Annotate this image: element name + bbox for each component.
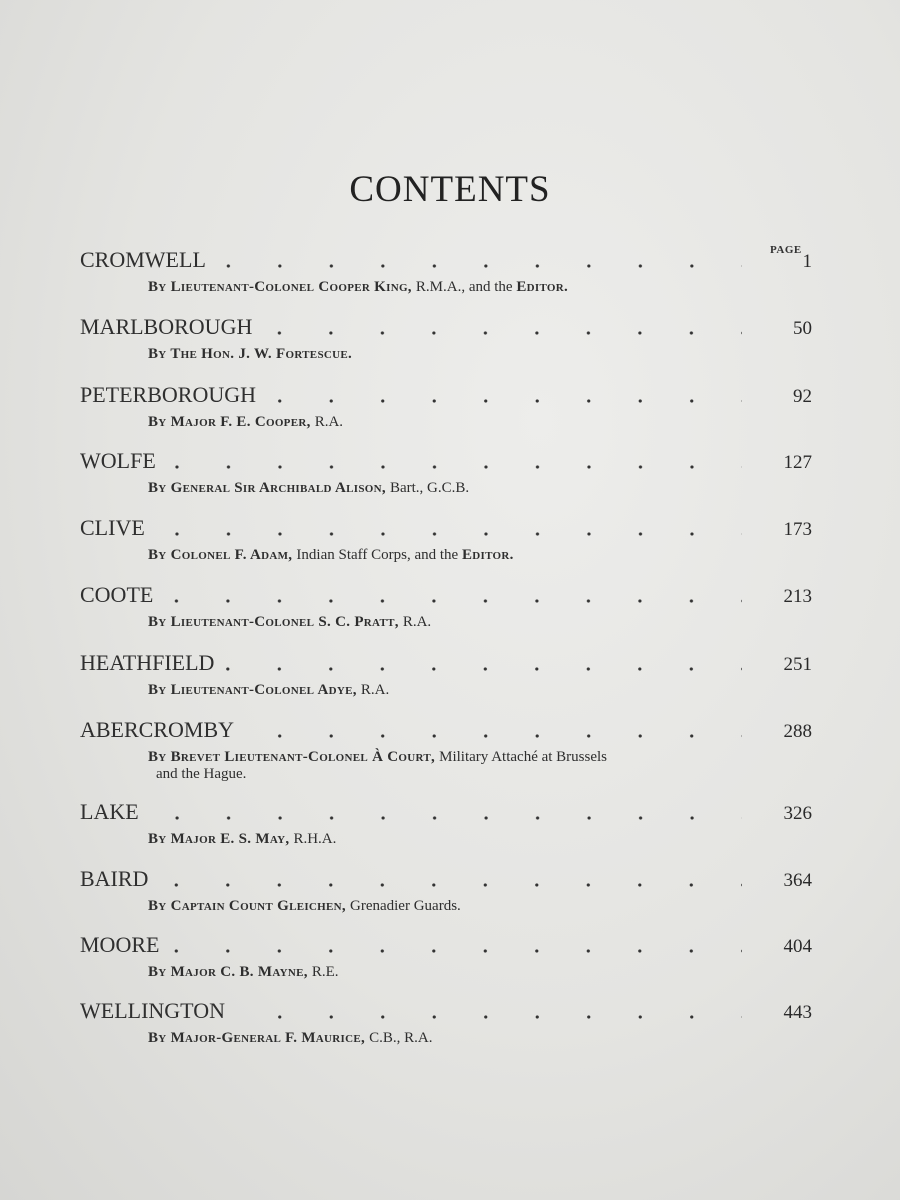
byline-part: Bart., G.C.B. xyxy=(389,480,470,496)
byline-part: By Major E. S. May, xyxy=(148,831,294,847)
page-number: 443 xyxy=(783,1002,812,1023)
toc-entry xyxy=(80,799,812,848)
byline-part: Military Attaché at Brussels xyxy=(439,749,608,765)
byline-part: By Major F. E. Cooper, xyxy=(148,414,315,430)
page-number: 92 xyxy=(793,386,812,407)
chapter-author xyxy=(148,749,758,783)
toc-entry xyxy=(80,717,812,783)
chapter-author xyxy=(148,279,758,296)
byline-part: By Major C. B. Mayne, xyxy=(148,964,312,980)
byline-part: By Colonel F. Adam, xyxy=(148,547,297,563)
dot-leader xyxy=(242,733,742,739)
toc-entry xyxy=(80,932,812,981)
byline-part: Indian Staff Corps, and the xyxy=(296,547,462,563)
byline-part: By General Sir Archibald Alison, xyxy=(148,480,390,496)
byline-part: R.H.A. xyxy=(293,831,337,847)
dot-leader xyxy=(156,882,742,888)
chapter-author xyxy=(148,964,758,981)
page-number: 173 xyxy=(783,519,812,540)
byline-part: R.M.A., and the xyxy=(415,279,517,295)
chapter-author xyxy=(148,898,758,915)
toc-entry xyxy=(80,247,812,296)
byline-part: Grenadier Guards. xyxy=(350,898,461,914)
chapter-author xyxy=(148,346,758,363)
page-title: CONTENTS xyxy=(349,169,551,210)
toc-entry xyxy=(80,382,812,431)
dot-leader xyxy=(260,330,742,336)
chapter-author xyxy=(148,480,758,497)
byline-part: R.A. xyxy=(360,682,390,698)
dot-leader xyxy=(161,598,742,604)
chapter-title: CLIVE xyxy=(80,515,145,540)
byline-part: By The Hon. J. W. Fortescue. xyxy=(148,346,353,362)
chapter-author xyxy=(148,1030,758,1047)
byline-part: By Captain Count Gleichen, xyxy=(148,898,350,914)
chapter-title: WELLINGTON xyxy=(80,998,225,1023)
chapter-author xyxy=(148,614,758,631)
toc-entry xyxy=(80,448,812,497)
dot-leader xyxy=(233,1014,742,1020)
byline-continuation: and the Hague. xyxy=(156,766,247,782)
chapter-title: COOTE xyxy=(80,582,154,607)
page-number: 1 xyxy=(802,251,812,272)
byline-part: By Lieutenant-Colonel Adye, xyxy=(148,682,361,698)
byline-part: R.A. xyxy=(314,414,344,430)
chapter-author xyxy=(148,831,758,848)
toc-entry xyxy=(80,866,812,915)
byline-part: By Lieutenant-Colonel S. C. Pratt, xyxy=(148,614,403,630)
toc-entry xyxy=(80,314,812,363)
page-number: 288 xyxy=(783,721,812,742)
page-number: 127 xyxy=(783,452,812,473)
chapter-title: PETERBOROUGH xyxy=(80,382,257,407)
byline-part: By Lieutenant-Colonel Cooper King, xyxy=(148,279,416,295)
byline-part: R.E. xyxy=(311,964,339,980)
byline-part: C.B., R.A. xyxy=(369,1030,433,1046)
dot-leader xyxy=(164,464,742,470)
toc-entry xyxy=(80,650,812,699)
toc-entry xyxy=(80,998,812,1047)
dot-leader xyxy=(214,263,742,269)
byline-part: Editor. xyxy=(461,547,514,563)
chapter-author xyxy=(148,547,758,564)
byline-part: By Brevet Lieutenant-Colonel À Court, xyxy=(148,749,440,765)
dot-leader xyxy=(222,666,742,672)
chapter-title: MARLBOROUGH xyxy=(80,314,253,339)
chapter-title: BAIRD xyxy=(80,866,149,891)
byline-part: By Major-General F. Maurice, xyxy=(148,1030,370,1046)
chapter-title: HEATHFIELD xyxy=(80,650,215,675)
page-number: 50 xyxy=(793,318,812,339)
byline-part: Editor. xyxy=(516,279,569,295)
toc-entry xyxy=(80,515,812,564)
dot-leader xyxy=(167,948,742,954)
chapter-title: MOORE xyxy=(80,932,160,957)
dot-leader xyxy=(264,398,742,404)
chapter-author xyxy=(148,414,758,431)
toc-entry xyxy=(80,582,812,631)
dot-leader xyxy=(147,815,742,821)
page-number: 213 xyxy=(783,586,812,607)
page-column-label: PAGE xyxy=(770,244,802,256)
chapter-title: WOLFE xyxy=(80,448,156,473)
chapter-author xyxy=(148,682,758,699)
chapter-title: CROMWELL xyxy=(80,247,206,272)
dot-leader xyxy=(153,531,742,537)
page-number: 251 xyxy=(783,654,812,675)
byline-part: R.A. xyxy=(402,614,432,630)
page-number: 364 xyxy=(783,870,812,891)
chapter-title: ABERCROMBY xyxy=(80,717,235,742)
chapter-title: LAKE xyxy=(80,799,139,824)
page-number: 404 xyxy=(783,936,812,957)
page-number: 326 xyxy=(783,803,812,824)
